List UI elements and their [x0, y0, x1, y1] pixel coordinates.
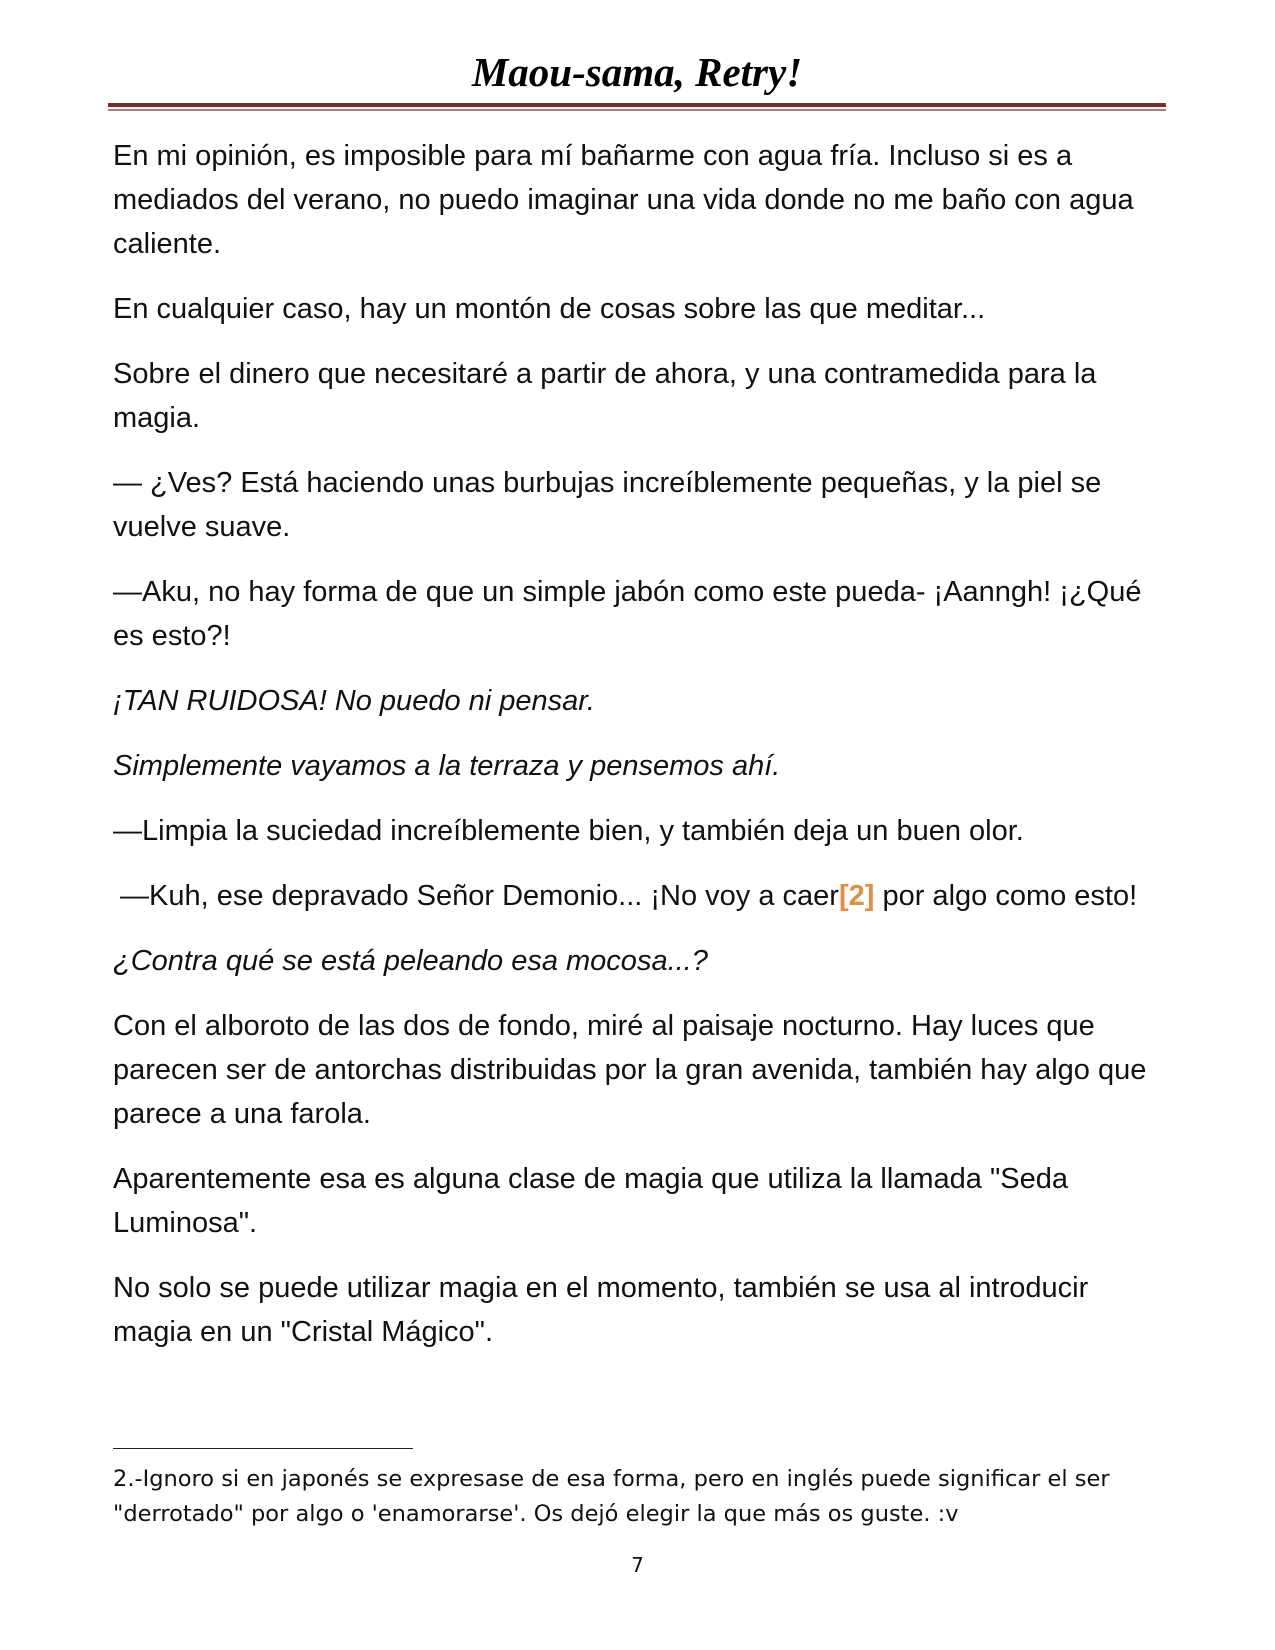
page-number: 7 [631, 1553, 644, 1577]
footnote-ref-link[interactable]: [2] [838, 880, 875, 912]
paragraph-7-thought: Simplemente vayamos a la terraza y pensemos ahí. [113, 750, 781, 782]
header-rule [108, 103, 1166, 107]
paragraph-1: En mi opinión, es imposible para mí bañarme con agua fría. Incluso si es a mediados del verano, no puedo imaginar una vida donde no me baño con agua caliente. [113, 140, 1134, 260]
footnote-separator [113, 1448, 413, 1449]
paragraph-4-dialogue: — ¿Ves? Está haciendo unas burbujas increíblemente pequeñas, y la piel se vuelve suave. [113, 467, 1102, 543]
paragraph-6-thought: ¡TAN RUIDOSA! No puedo ni pensar. [113, 685, 595, 717]
paragraph-9-dialogue [113, 874, 1175, 918]
footnote-text: 2.-Ignoro si en japonés se expresase de esa forma, pero en inglés puede significar el ser "derrotado" por algo o 'enamorarse'. Os dejó elegir la que más os guste. :v [113, 1466, 1110, 1527]
page-title: Maou-sama, Retry! [471, 49, 803, 95]
paragraph-13: No solo se puede utilizar magia en el momento, también se usa al introducir magia en un "Cristal Mágico". [113, 1272, 1089, 1348]
paragraph-10-thought: ¿Contra qué se está peleando esa mocosa...? [113, 945, 708, 977]
page-header [108, 42, 1166, 110]
body-text [113, 134, 1175, 1375]
paragraph-5-dialogue: —Aku, no hay forma de que un simple jabón como este pueda- ¡Aanngh! ¡¿Qué es esto?! [113, 576, 1142, 652]
paragraph-2: En cualquier caso, hay un montón de cosas sobre las que meditar... [113, 293, 986, 325]
paragraph-9-after: por algo como esto! [874, 880, 1138, 912]
paragraph-9-before: —Kuh, ese depravado Señor Demonio... ¡No voy a caer [120, 880, 839, 912]
header-rule-thin [108, 109, 1166, 111]
paragraph-12: Aparentemente esa es alguna clase de magia que utiliza la llamada "Seda Luminosa". [113, 1163, 1069, 1239]
paragraph-8-dialogue: —Limpia la suciedad increíblemente bien, y también deja un buen olor. [113, 815, 1024, 847]
paragraph-11: Con el alboroto de las dos de fondo, miré al paisaje nocturno. Hay luces que parecen ser de antorchas distribuidas por la gran avenida, también hay algo que parece a una farola. [113, 1010, 1147, 1130]
paragraph-3: Sobre el dinero que necesitaré a partir de ahora, y una contramedida para la magia. [113, 358, 1097, 434]
